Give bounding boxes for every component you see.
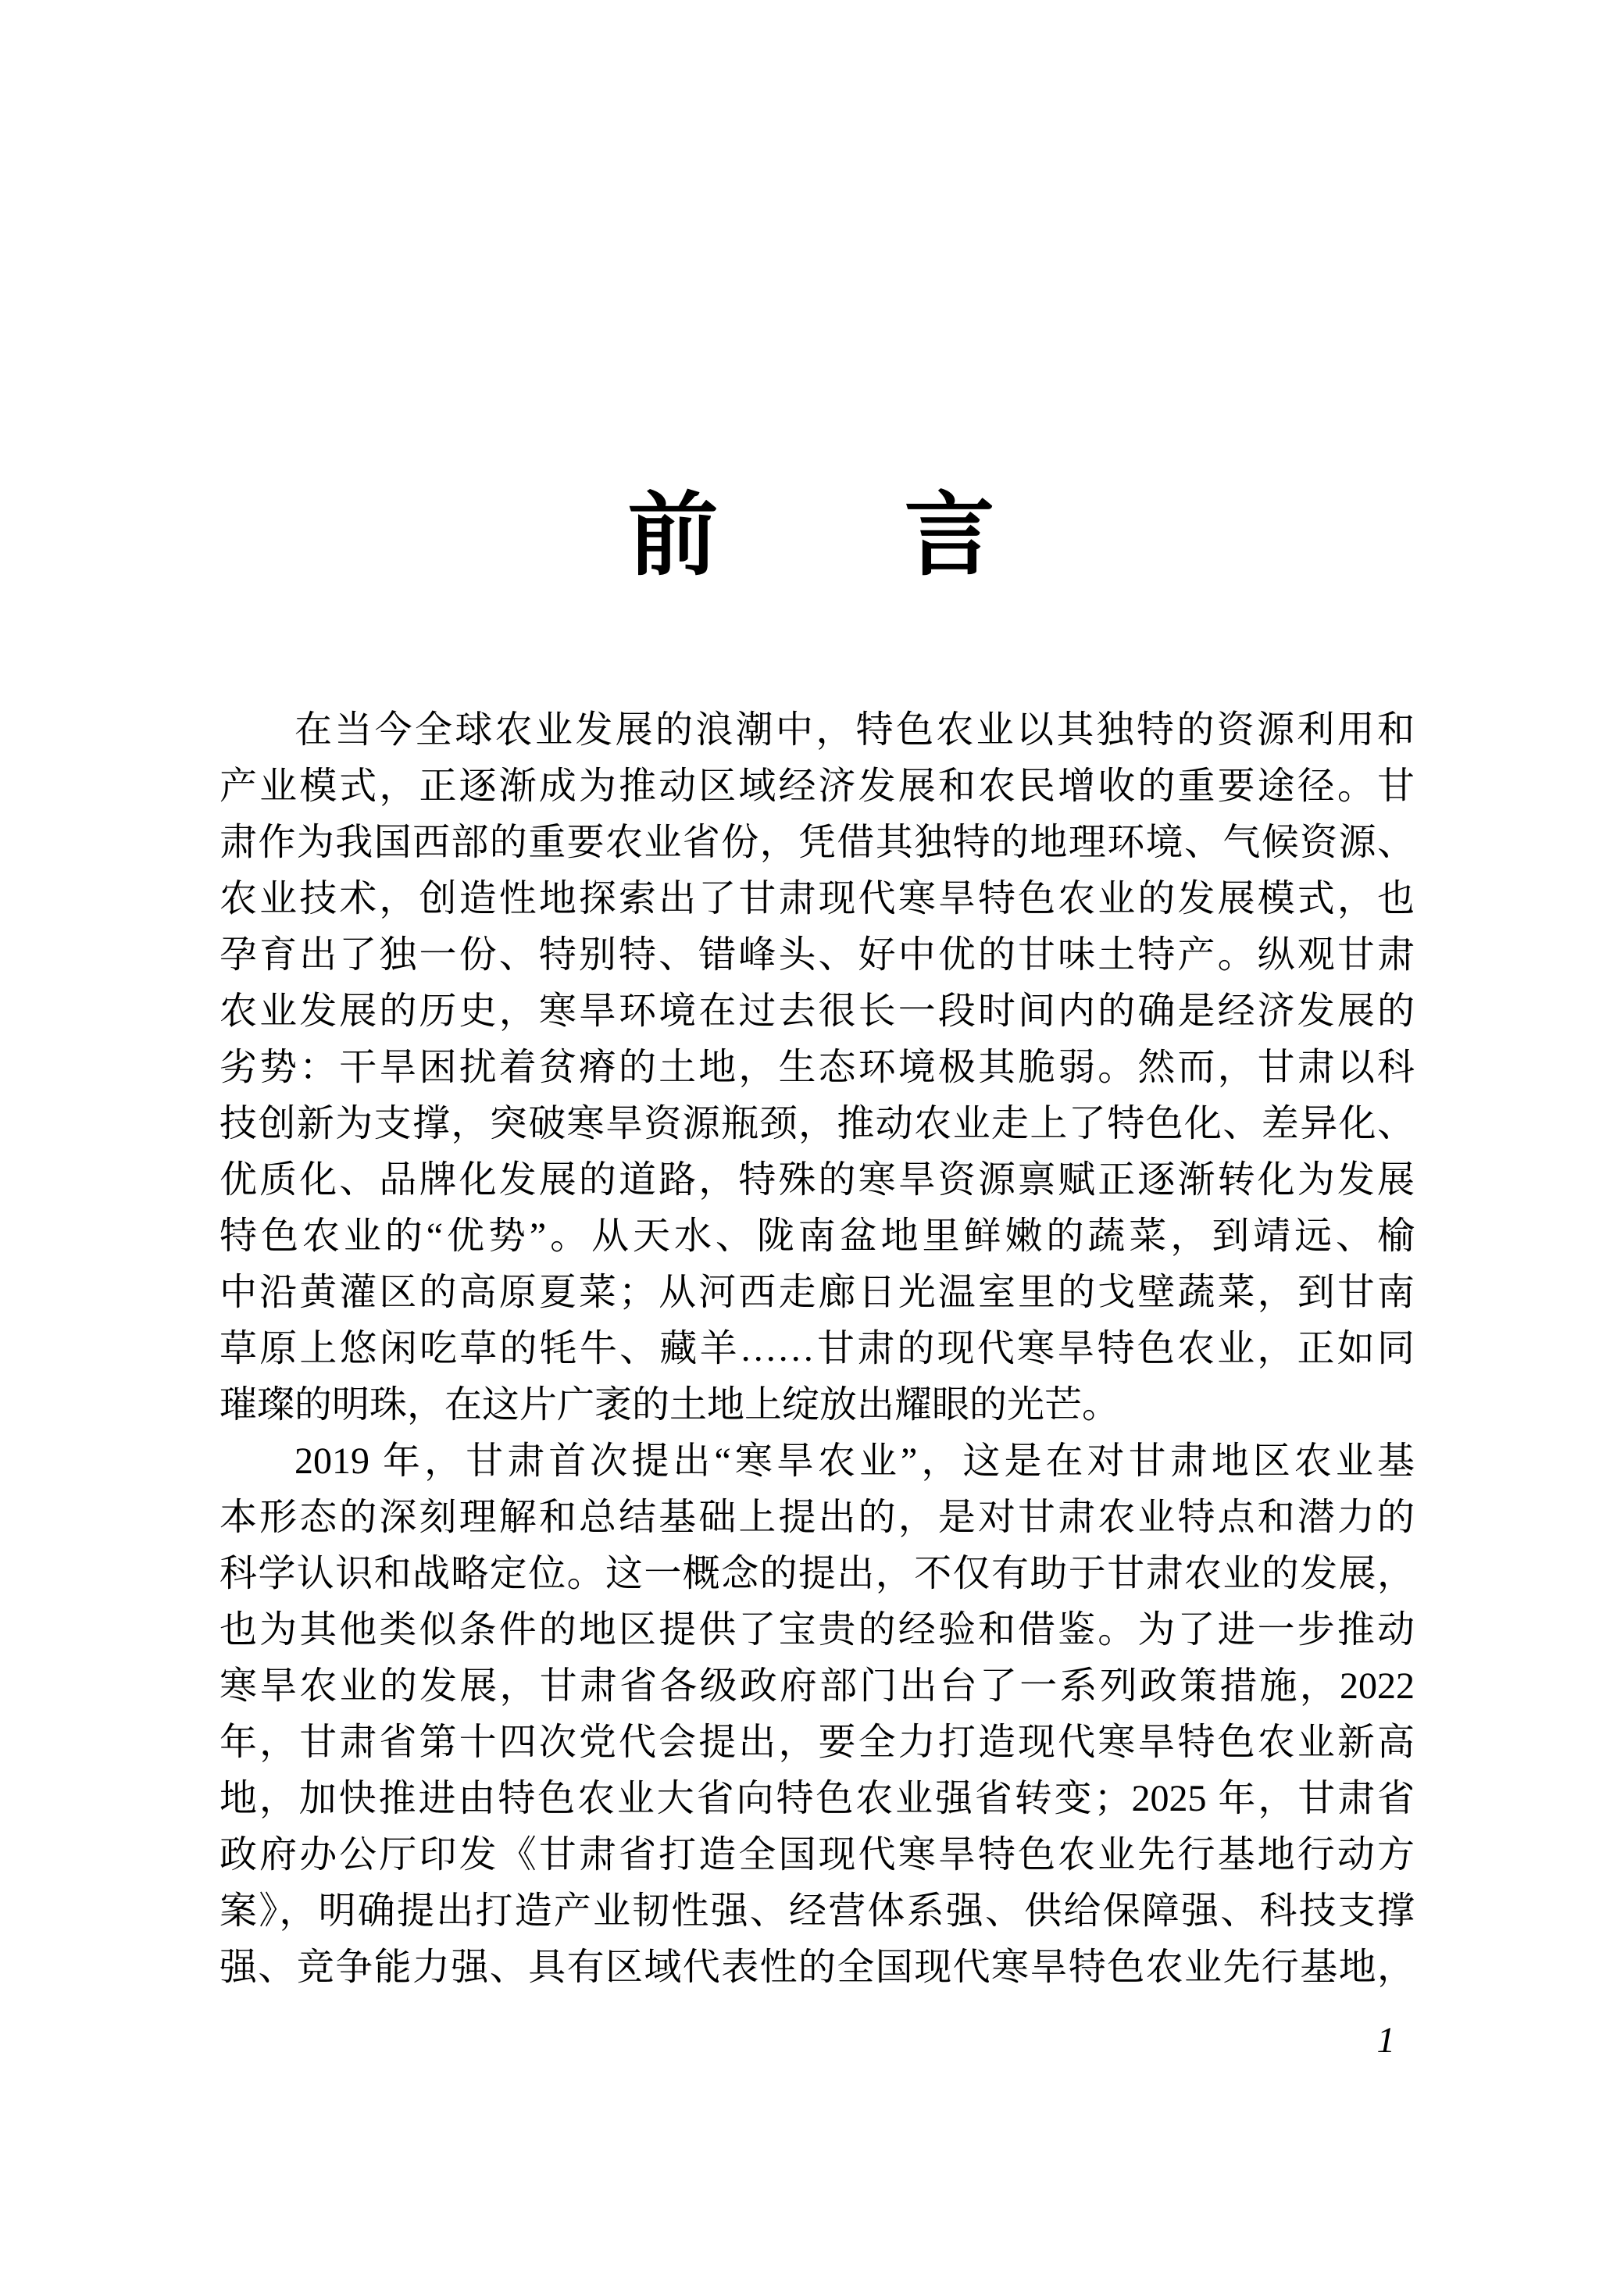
text-line: 科学认识和战略定位。这一概念的提出，不仅有助于甘肃农业的发展， bbox=[220, 1553, 1415, 1594]
document-body bbox=[220, 702, 1415, 1996]
page-number: 1 bbox=[1376, 2020, 1395, 2061]
text-line: 本形态的深刻理解和总结基础上提出的，是对甘肃农业特点和潜力的 bbox=[220, 1497, 1415, 1538]
text-line: 特色农业的“优势”。从天水、陇南盆地里鲜嫩的蔬菜，到靖远、榆 bbox=[220, 1215, 1415, 1257]
text-line: 强、竞争能力强、具有区域代表性的全国现代寒旱特色农业先行基地， bbox=[220, 1947, 1415, 1988]
text-line: 在当今全球农业发展的浪潮中，特色农业以其独特的资源利用和 bbox=[294, 709, 1415, 751]
text-line: 孕育出了独一份、特别特、错峰头、好中优的甘味土特产。纵观甘肃 bbox=[220, 934, 1415, 976]
text-line: 草原上悠闲吃草的牦牛、藏羊……甘肃的现代寒旱特色农业，正如同 bbox=[220, 1328, 1415, 1369]
text-line: 中沿黄灌区的高原夏菜；从河西走廊日光温室里的戈壁蔬菜，到甘南 bbox=[220, 1272, 1415, 1313]
text-line: 肃作为我国西部的重要农业省份，凭借其独特的地理环境、气候资源、 bbox=[220, 822, 1415, 863]
text-line: 也为其他类似条件的地区提供了宝贵的经验和借鉴。为了进一步推动 bbox=[220, 1609, 1415, 1651]
page-title: 前 言 bbox=[627, 483, 997, 588]
text-line: 寒旱农业的发展，甘肃省各级政府部门出台了一系列政策措施，2022 bbox=[220, 1665, 1415, 1707]
text-line: 地，加快推进由特色农业大省向特色农业强省转变；2025 年，甘肃省 bbox=[220, 1778, 1415, 1819]
text-line: 农业发展的历史，寒旱环境在过去很长一段时间内的确是经济发展的 bbox=[220, 990, 1415, 1032]
text-line: 案》，明确提出打造产业韧性强、经营体系强、供给保障强、科技支撑 bbox=[220, 1890, 1415, 1932]
text-line: 劣势：干旱困扰着贫瘠的土地，生态环境极其脆弱。然而，甘肃以科 bbox=[220, 1047, 1415, 1088]
text-line: 2019 年，甘肃首次提出“寒旱农业”，这是在对甘肃地区农业基 bbox=[294, 1440, 1415, 1482]
text-line: 技创新为支撑，突破寒旱资源瓶颈，推动农业走上了特色化、差异化、 bbox=[220, 1103, 1415, 1144]
paragraph bbox=[220, 1433, 1415, 1996]
text-line: 年，甘肃省第十四次党代会提出，要全力打造现代寒旱特色农业新高 bbox=[220, 1722, 1415, 1763]
text-line: 璀璨的明珠，在这片广袤的土地上绽放出耀眼的光芒。 bbox=[220, 1384, 1120, 1426]
text-line: 产业模式，正逐渐成为推动区域经济发展和农民增收的重要途径。甘 bbox=[220, 766, 1415, 807]
text-line: 农业技术，创造性地探索出了甘肃现代寒旱特色农业的发展模式，也 bbox=[220, 878, 1415, 919]
paragraph bbox=[220, 702, 1415, 1433]
text-line: 政府办公厅印发《甘肃省打造全国现代寒旱特色农业先行基地行动方 bbox=[220, 1834, 1415, 1876]
text-line: 优质化、品牌化发展的道路，特殊的寒旱资源禀赋正逐渐转化为发展 bbox=[220, 1159, 1415, 1201]
